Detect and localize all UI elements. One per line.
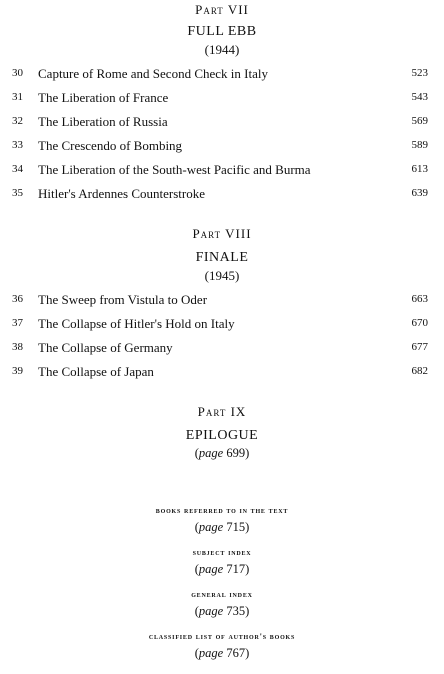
part-ix-label: Part IX <box>197 404 247 419</box>
part-viii-label: Part VIII <box>192 226 252 241</box>
chapter-number: 33 <box>12 139 23 151</box>
page-word: page <box>198 562 224 576</box>
chapter-page: 523 <box>411 67 428 79</box>
toc-entry[interactable] <box>0 186 444 204</box>
part-viii-year: (1945) <box>204 268 240 283</box>
part-ix-heading: EPILOGUE <box>185 428 259 443</box>
chapter-title: The Collapse of Hitler's Hold on Italy <box>38 316 235 331</box>
chapter-title: The Sweep from Vistula to Oder <box>38 292 208 307</box>
toc-entry[interactable] <box>0 162 444 180</box>
back-matter-page-ref[interactable]: (page 735) <box>194 604 250 618</box>
chapter-title: The Liberation of Russia <box>38 114 168 129</box>
chapter-title: The Crescendo of Bombing <box>38 138 183 153</box>
chapter-page: 682 <box>411 365 428 377</box>
chapter-number: 38 <box>12 341 23 353</box>
back-matter-title: books referred to in the text <box>155 505 289 515</box>
chapter-number: 39 <box>12 365 23 377</box>
page-number: 767 <box>226 646 246 660</box>
chapter-page: 589 <box>411 139 428 151</box>
chapter-number: 30 <box>12 67 23 79</box>
page-word: page <box>198 604 224 618</box>
page-number: 699 <box>226 446 246 460</box>
chapter-title: Capture of Rome and Second Check in Italy <box>38 66 268 81</box>
chapter-page: 677 <box>411 341 428 353</box>
part-vii-heading: FULL EBB <box>187 24 257 39</box>
back-matter-title: subject index <box>192 547 252 557</box>
toc-entry[interactable] <box>0 66 444 84</box>
chapter-page: 613 <box>411 163 428 175</box>
part-vii-year: (1944) <box>204 42 240 57</box>
chapter-title: The Liberation of the South-west Pacific and Burma <box>38 162 311 177</box>
toc-entry[interactable] <box>0 138 444 156</box>
chapter-page: 663 <box>411 293 428 305</box>
toc-entry[interactable] <box>0 340 444 358</box>
chapter-page: 569 <box>411 115 428 127</box>
back-matter-page-ref[interactable]: (page 717) <box>194 562 250 576</box>
chapter-number: 37 <box>12 317 23 329</box>
chapter-title: The Collapse of Germany <box>38 340 173 355</box>
chapter-title: The Collapse of Japan <box>38 364 154 379</box>
back-matter-title: general index <box>191 589 253 599</box>
chapter-title: Hitler's Ardennes Counterstroke <box>38 186 205 201</box>
page-number: 715 <box>226 520 246 534</box>
page-number: 717 <box>226 562 246 576</box>
chapter-number: 32 <box>12 115 23 127</box>
chapter-page: 639 <box>411 187 428 199</box>
chapter-number: 34 <box>12 163 23 175</box>
part-viii-heading: FINALE <box>195 250 249 265</box>
chapter-page: 543 <box>411 91 428 103</box>
chapter-number: 36 <box>12 293 23 305</box>
chapter-number: 31 <box>12 91 23 103</box>
toc-entry[interactable] <box>0 114 444 132</box>
page-word: page <box>198 446 224 460</box>
part-vii-label: Part VII <box>195 2 249 17</box>
page-word: page <box>198 520 224 534</box>
toc-entry[interactable] <box>0 364 444 382</box>
page-number: 735 <box>226 604 246 618</box>
back-matter-page-ref[interactable]: (page 715) <box>194 520 250 534</box>
toc-entry[interactable] <box>0 90 444 108</box>
chapter-page: 670 <box>411 317 428 329</box>
chapter-title: The Liberation of France <box>38 90 169 105</box>
toc-entry[interactable] <box>0 316 444 334</box>
page-word: page <box>198 646 224 660</box>
chapter-number: 35 <box>12 187 23 199</box>
back-matter-page-ref[interactable]: (page 767) <box>194 646 250 660</box>
toc-entry[interactable] <box>0 292 444 310</box>
back-matter-title: classified list of author's books <box>148 631 296 641</box>
part-ix-page-ref[interactable]: (page 699) <box>194 446 250 460</box>
